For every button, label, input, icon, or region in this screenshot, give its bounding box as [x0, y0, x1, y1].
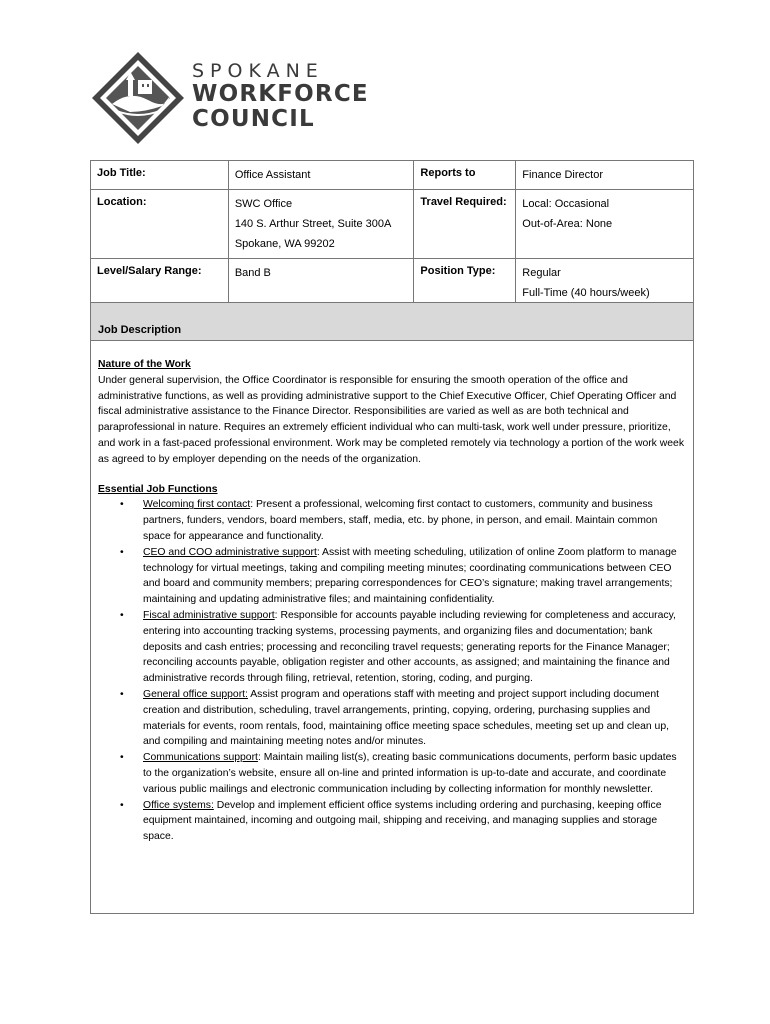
- bullet-icon: •: [120, 688, 124, 700]
- function-title: Communications support: [143, 752, 258, 764]
- logo-line-2: WORKFORCE: [192, 81, 369, 107]
- logo-line-3: COUNCIL: [192, 106, 315, 132]
- function-item: [120, 687, 686, 750]
- travel-required-label: Travel Required:: [414, 190, 516, 259]
- logo-line-1: SPOKANE: [192, 60, 324, 82]
- essential-functions-title: Essential Job Functions: [98, 483, 218, 495]
- job-description-header: Job Description: [91, 303, 693, 341]
- bullet-icon: •: [120, 499, 124, 511]
- function-text: : Maintain mailing list(s), creating basic communications documents, perform basic updates to the organization’s website, ensure all on-line and printed information is up-to-date and accurate, and coordinate various public mailings and electronic communication including by collecting information for monthly newsletter.: [143, 752, 677, 795]
- diamond-landscape-logo-icon: [90, 50, 186, 146]
- bullet-icon: •: [120, 546, 124, 558]
- job-description-content: [91, 341, 693, 845]
- function-item: [120, 497, 686, 544]
- function-text: Develop and implement efficient office systems including ordering and purchasing, keeping office equipment maintained, incoming and outgoing mail, shipping and receiving, and managing supplies and storage space.: [143, 799, 662, 843]
- function-title: Office systems:: [143, 799, 214, 811]
- bullet-icon: •: [120, 609, 124, 621]
- function-text: : Assist with meeting scheduling, utilization of online Zoom platform to manage technology for virtual meetings, taking and compiling meeting minutes; coordinating communications between CEO and board and community members; preparing correspondences for CEO’s signature; making travel arrangements; maintaining and updating administrative files; and maintaining confidentiality.: [143, 546, 677, 606]
- job-title-label: Job Title:: [91, 161, 229, 190]
- location-line: 140 S. Arthur Street, Suite 300A: [234, 218, 392, 230]
- function-text: : Responsible for accounts payable including reviewing for completeness and accuracy, entering into accounting tracking systems, processing payments, and organizing files and documentation; bank deposits and cash entries; processing and reconciling travel requests; generating reports for the Finance Manager; reconciling accounts payable, obligation register and other accounts, as assigned; and maintaining the finance and administrative records through filing, retrieval, retention, storing, coding, and purging.: [143, 609, 676, 685]
- function-item: [120, 545, 686, 608]
- job-title-row: [91, 161, 694, 190]
- travel-required-value: [516, 190, 694, 259]
- function-item: [120, 798, 686, 845]
- location-line: Spokane, WA 99202: [234, 238, 335, 250]
- location-value: [228, 190, 414, 259]
- nature-of-work-text: Under general supervision, the Office Coordinator is responsible for ensuring the smooth operation of the office and administrative functions, as well as providing administrative support to the Chief Executive Officer, Chief Operating Officer and fiscal administrative assistance to the Finance Director. Responsibilities are varied as well as are both technical and paraprofessional in nature. Requires an extremely efficient individual who can multi-task, work well under pressure, prioritize, and work in a fast-paced professional environment. Work may be completed remotely via technology a portion of the work week as agreed to by employer depending on the needs of the organization.: [98, 374, 685, 465]
- location-line: SWC Office: [234, 198, 293, 210]
- position-type-line: Regular: [522, 267, 561, 279]
- function-title: Welcoming first contact: [143, 499, 251, 511]
- essential-functions-list: [98, 497, 686, 845]
- position-type-line: Full-Time (40 hours/week): [522, 287, 650, 299]
- level-salary-label: Level/Salary Range:: [91, 259, 229, 328]
- bullet-icon: •: [120, 752, 124, 764]
- function-item: [120, 608, 686, 687]
- travel-line: Local: Occasional: [522, 198, 610, 210]
- function-item: [120, 750, 686, 797]
- location-label: Location:: [91, 190, 229, 259]
- function-title: General office support:: [143, 688, 248, 700]
- reports-to-label: Reports to: [414, 161, 516, 190]
- job-description-section: [90, 302, 694, 914]
- position-type-label: Position Type:: [414, 259, 516, 328]
- job-title-value: Office Assistant: [228, 161, 414, 190]
- function-text: : Present a professional, welcoming first contact to customers, community and business partners, funders, vendors, board members, staff, media, etc. by phone, in person, and email. Maintain common space for appearance and functionality.: [143, 499, 658, 542]
- function-title: Fiscal administrative support: [143, 609, 275, 621]
- function-text: Assist program and operations staff with meeting and project support including document creation and distribution, scheduling, travel arrangements, printing, copying, ordering, purchasing supplies and materials for events, room rentals, food, maintaining office meeting space schedules, meeting set up and clean up, and compiling and maintaining meeting notes and/or minutes.: [143, 688, 669, 748]
- nature-of-work-title: Nature of the Work: [98, 359, 191, 370]
- level-salary-value: Band B: [228, 259, 414, 328]
- reports-to-value: Finance Director: [516, 161, 694, 190]
- function-title: CEO and COO administrative support: [143, 546, 317, 558]
- bullet-icon: •: [120, 799, 124, 811]
- travel-line: Out-of-Area: None: [522, 218, 613, 230]
- logo-wordmark: [192, 60, 369, 132]
- organization-logo: [90, 50, 369, 146]
- location-row: [91, 190, 694, 259]
